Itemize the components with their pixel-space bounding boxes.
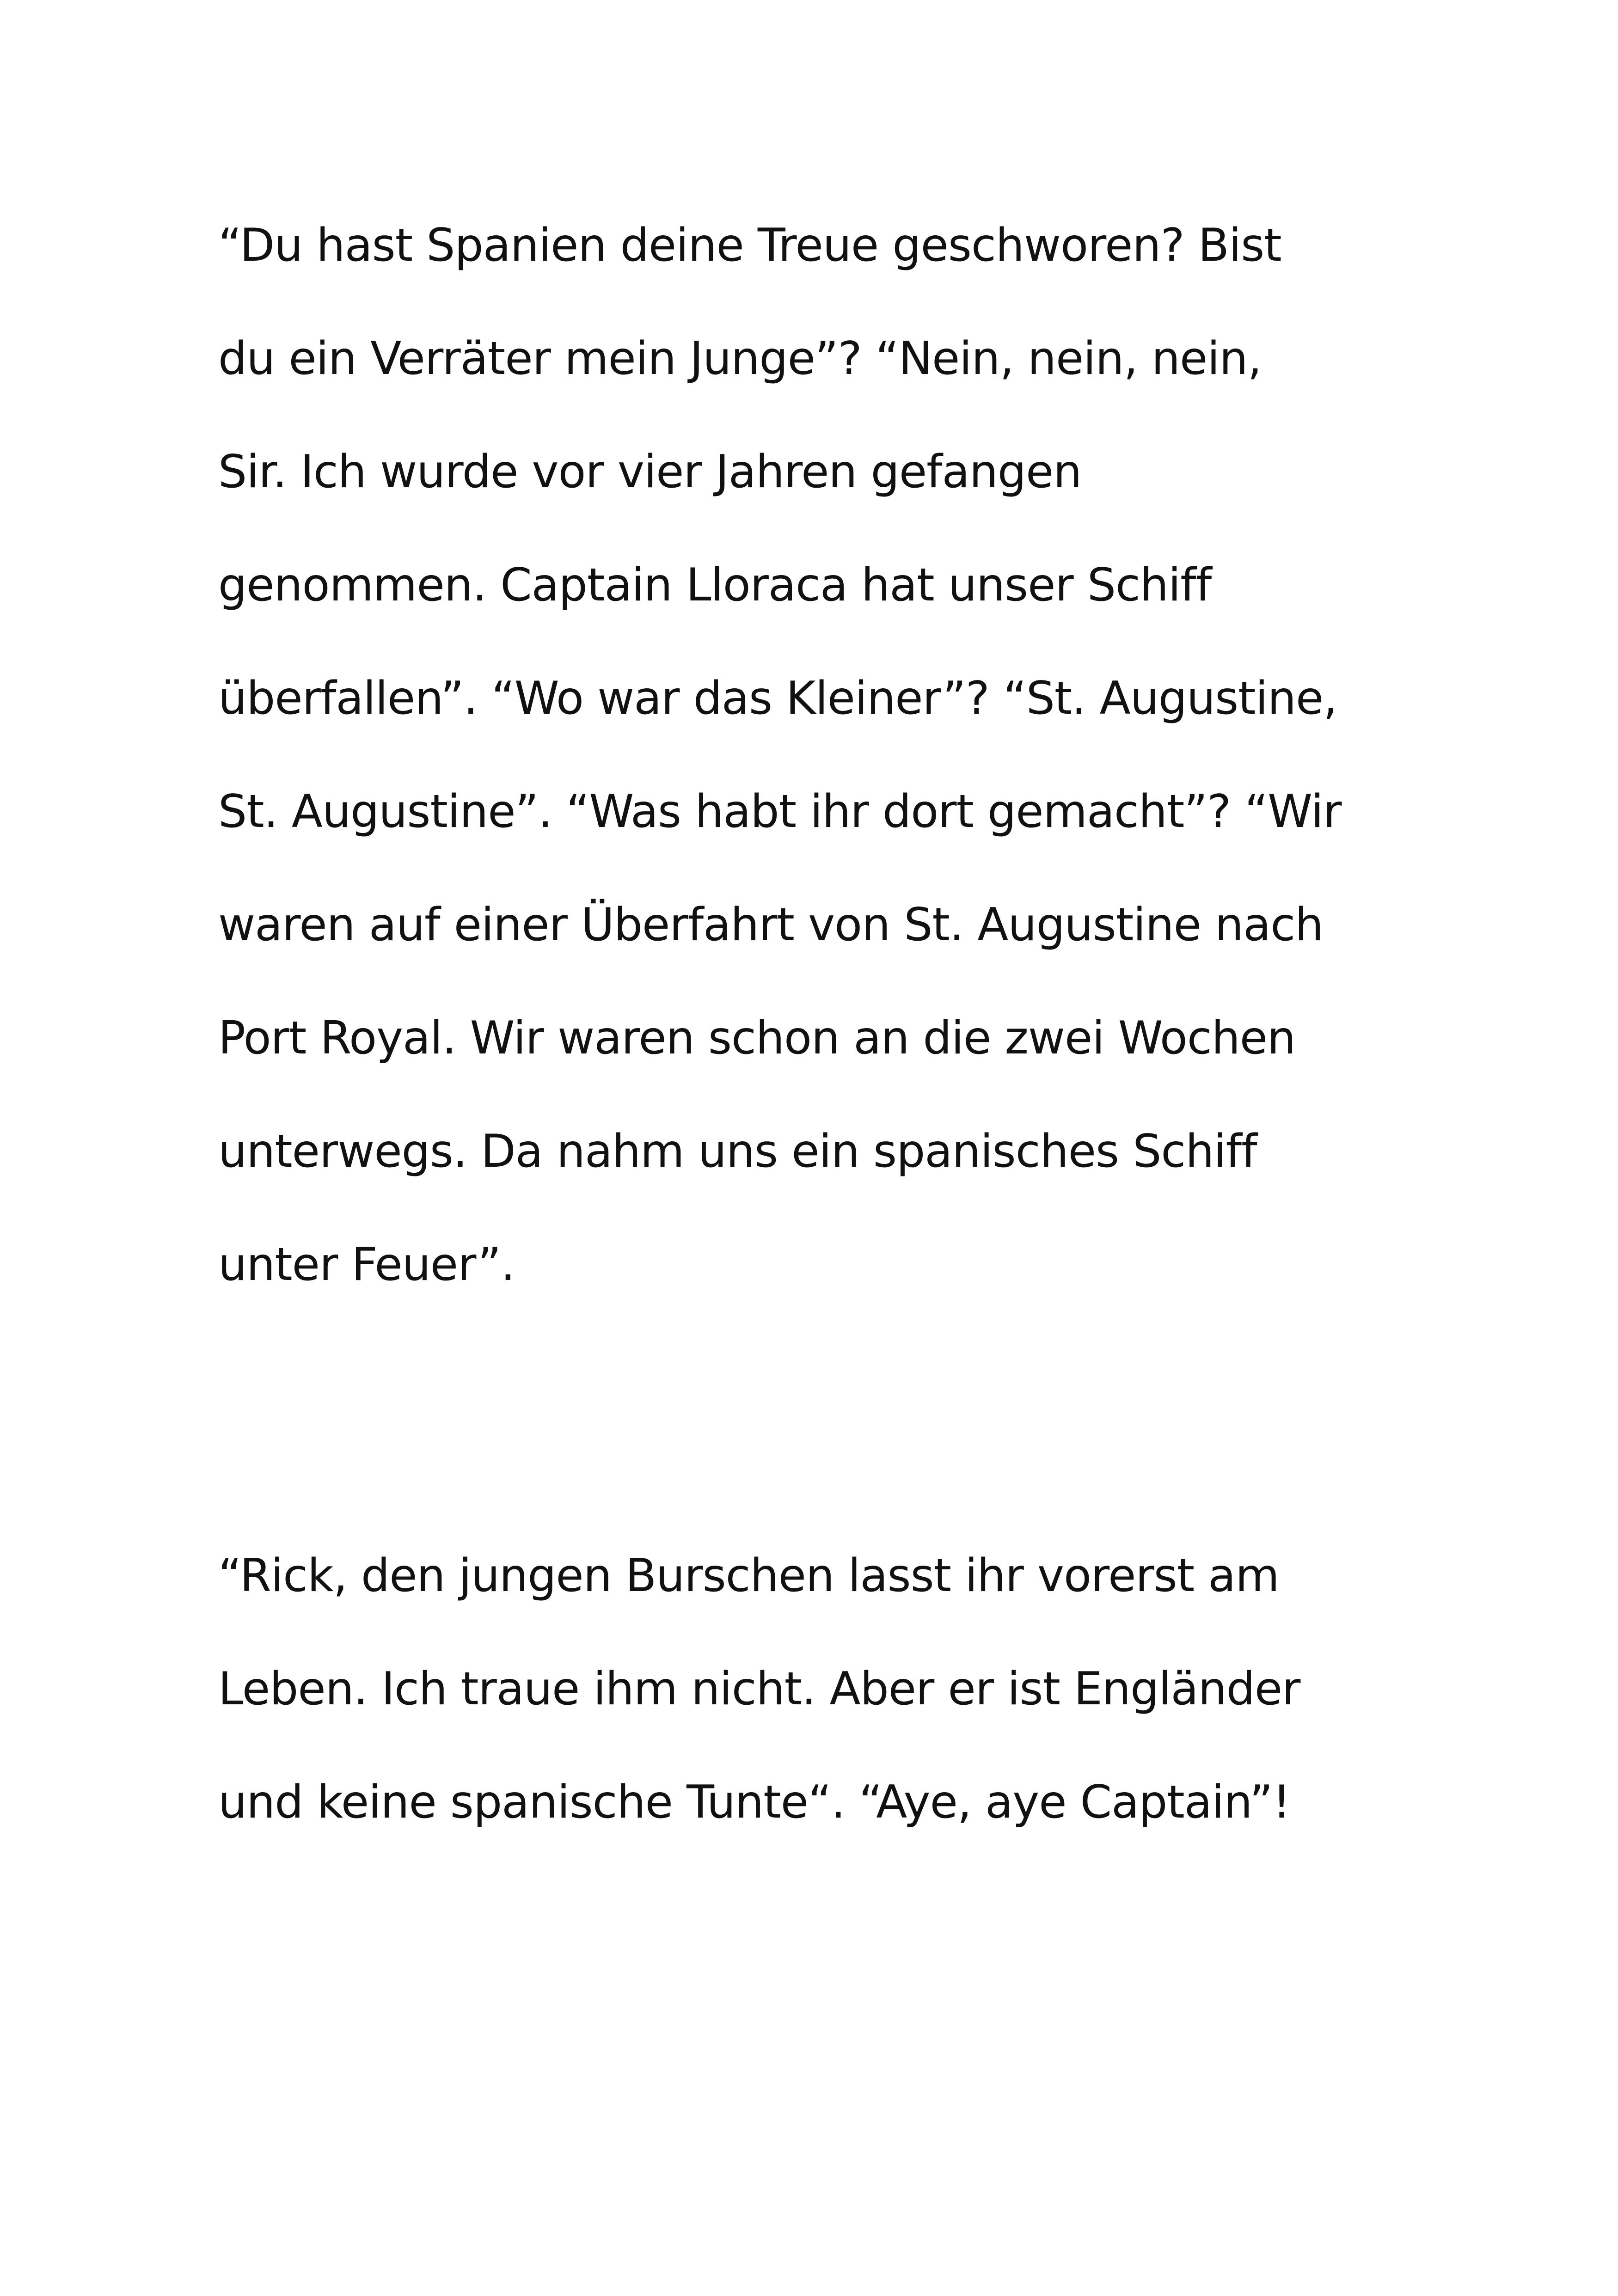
text-line: genommen. Captain Lloraca hat unser Schiff xyxy=(218,559,1212,612)
text-line: und keine spanische Tunte“. “Aye, aye Captain”! xyxy=(218,1776,1290,1829)
text-line: Leben. Ich traue ihm nicht. Aber er ist Engländer xyxy=(218,1663,1300,1715)
text-line: “Du hast Spanien deine Treue geschworen? Bist xyxy=(218,219,1281,272)
text-line: unterwegs. Da nahm uns ein spanisches Schiff xyxy=(218,1125,1257,1178)
text-line: Port Royal. Wir waren schon an die zwei Wochen xyxy=(218,1012,1296,1065)
text-line: unter Feuer”. xyxy=(218,1238,515,1291)
text-line: waren auf einer Überfahrt von St. Augustine nach xyxy=(218,899,1324,951)
text-line: St. Augustine”. “Was habt ihr dort gemacht”? “Wir xyxy=(218,785,1342,838)
text-line: “Rick, den jungen Burschen lasst ihr vorerst am xyxy=(218,1549,1279,1602)
text-line: du ein Verräter mein Junge”? “Nein, nein, nein, xyxy=(218,332,1262,385)
text-line: überfallen”. “Wo war das Kleiner”? “St. Augustine, xyxy=(218,672,1337,725)
text-line: Sir. Ich wurde vor vier Jahren gefangen xyxy=(218,446,1082,498)
